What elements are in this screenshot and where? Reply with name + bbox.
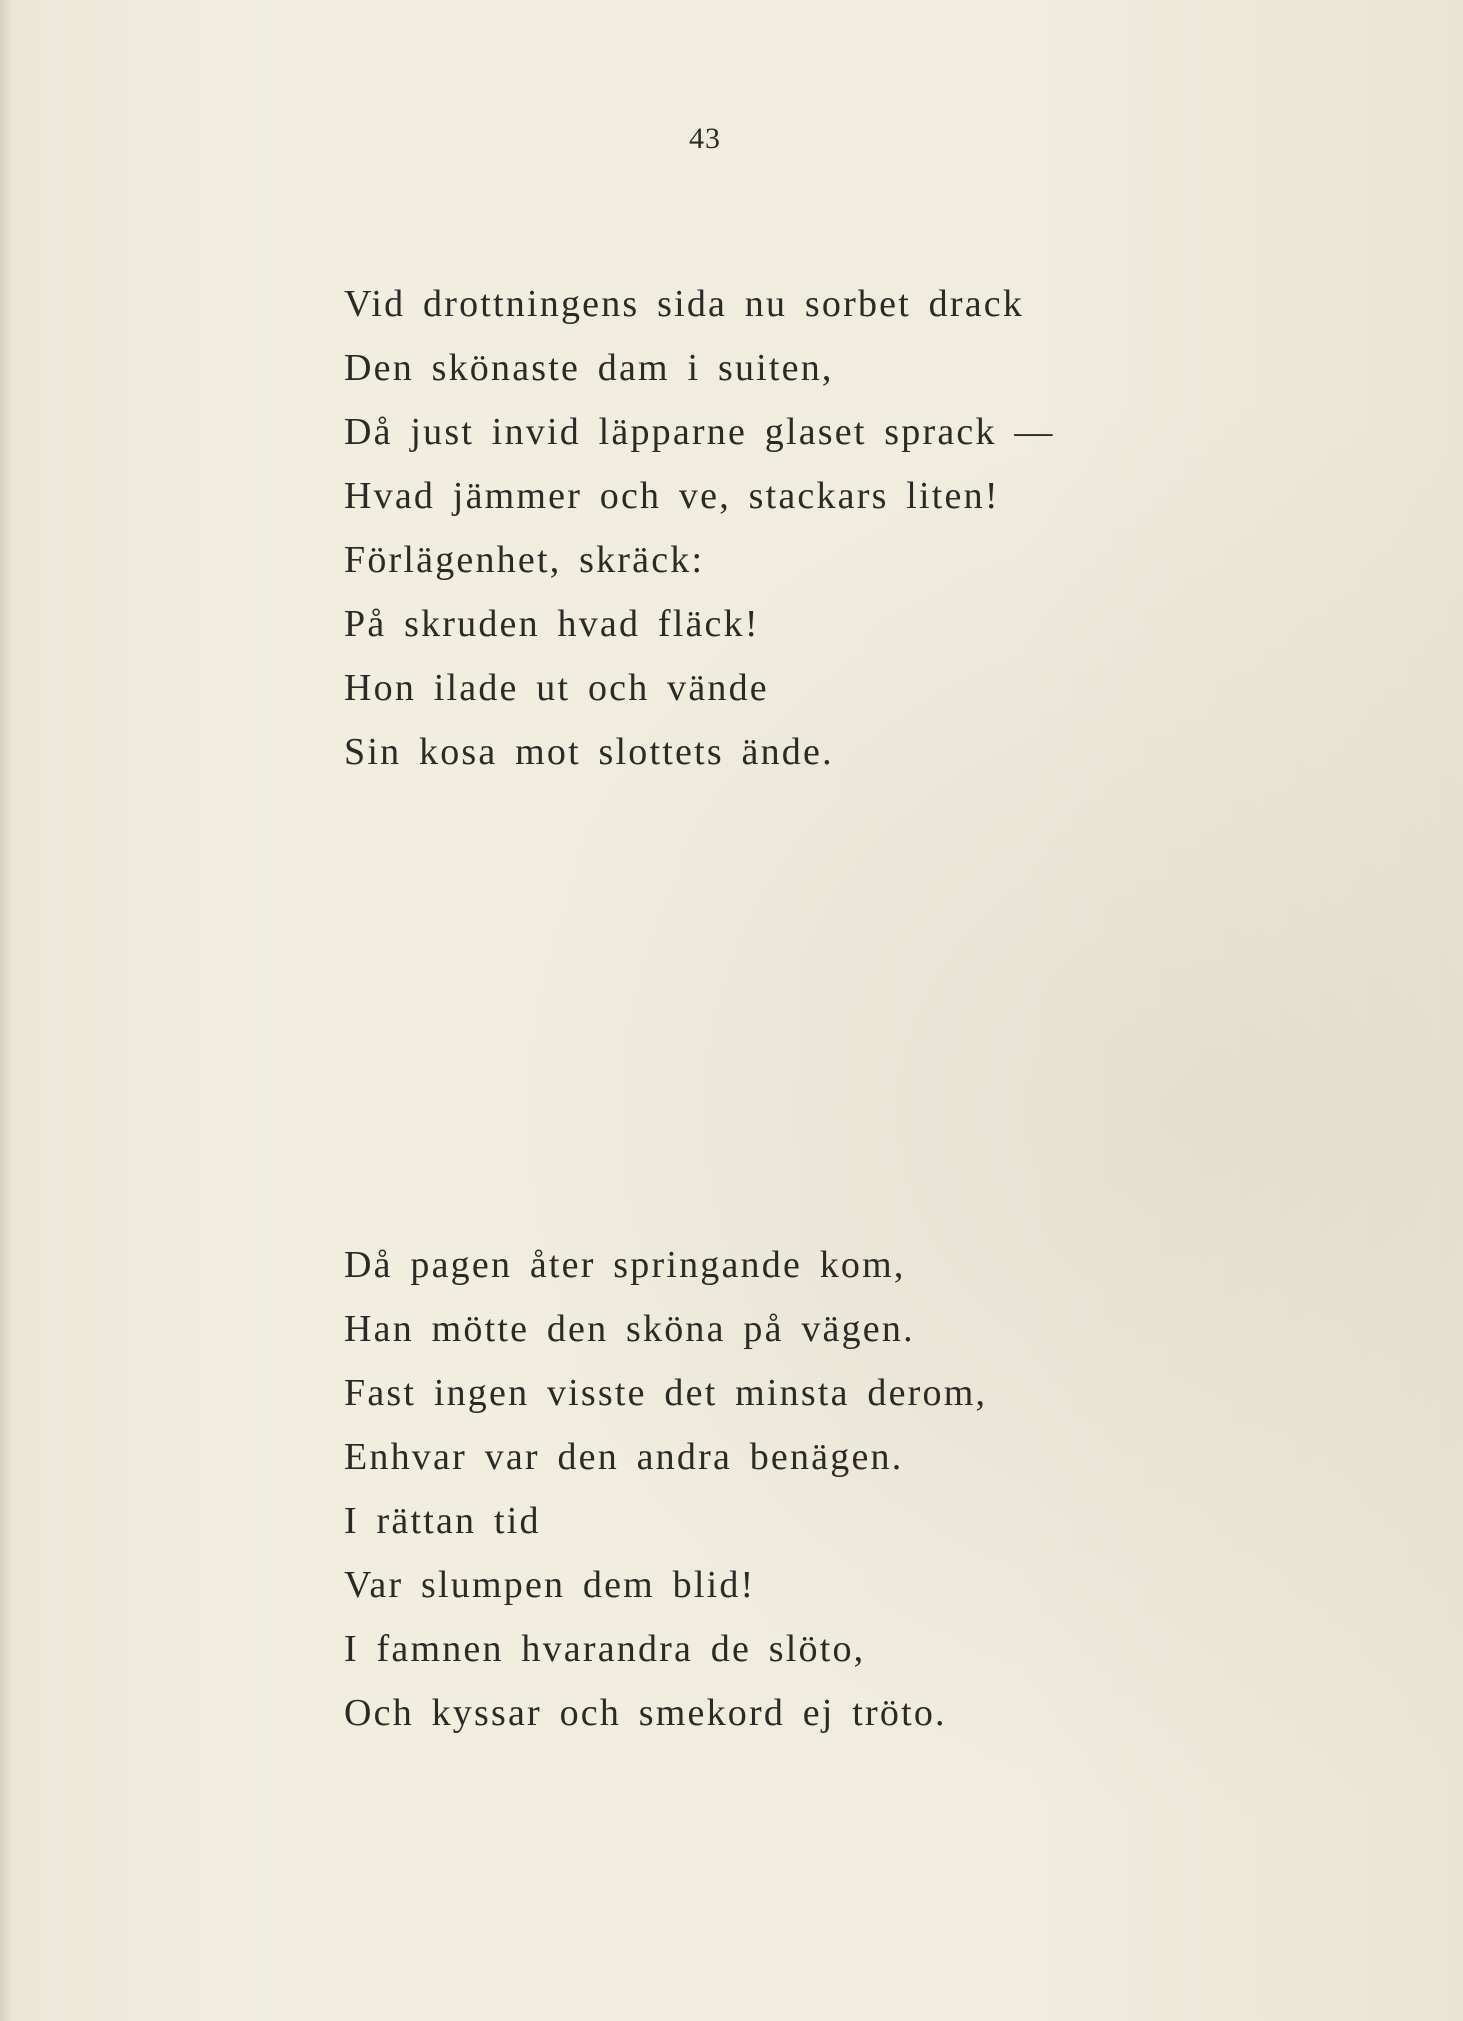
page-number: 43 [689,122,721,155]
verse-line: Sin kosa mot slottets ände. [344,731,834,773]
verse-line: Den skönaste dam i suiten, [344,347,834,389]
verse-line: Enhvar var den andra benägen. [344,1436,904,1478]
verse-line: Hvad jämmer och ve, stackars liten! [344,475,1000,517]
page-edge-shadow [0,0,14,2021]
verse-line: På skruden hvad fläck! [344,603,760,645]
stanza-1 [344,272,1424,784]
verse-line: Han mötte den sköna på vägen. [344,1308,915,1350]
verse-line: Vid drottningens sida nu sorbet drack [344,283,1025,325]
verse-line: Då just invid läpparne glaset sprack — [344,411,1055,453]
verse-line: Förlägenhet, skräck: [344,539,705,581]
verse-line: I rättan tid [344,1500,541,1542]
verse-line: Fast ingen visste det minsta derom, [344,1372,988,1414]
stanza-2 [344,1233,1424,1745]
verse-line: I famnen hvarandra de slöto, [344,1628,866,1670]
verse-line: Då pagen åter springande kom, [344,1244,906,1286]
verse-line: Och kyssar och smekord ej tröto. [344,1692,947,1734]
verse-line: Hon ilade ut och vände [344,667,769,709]
verse-line: Var slumpen dem blid! [344,1564,756,1606]
